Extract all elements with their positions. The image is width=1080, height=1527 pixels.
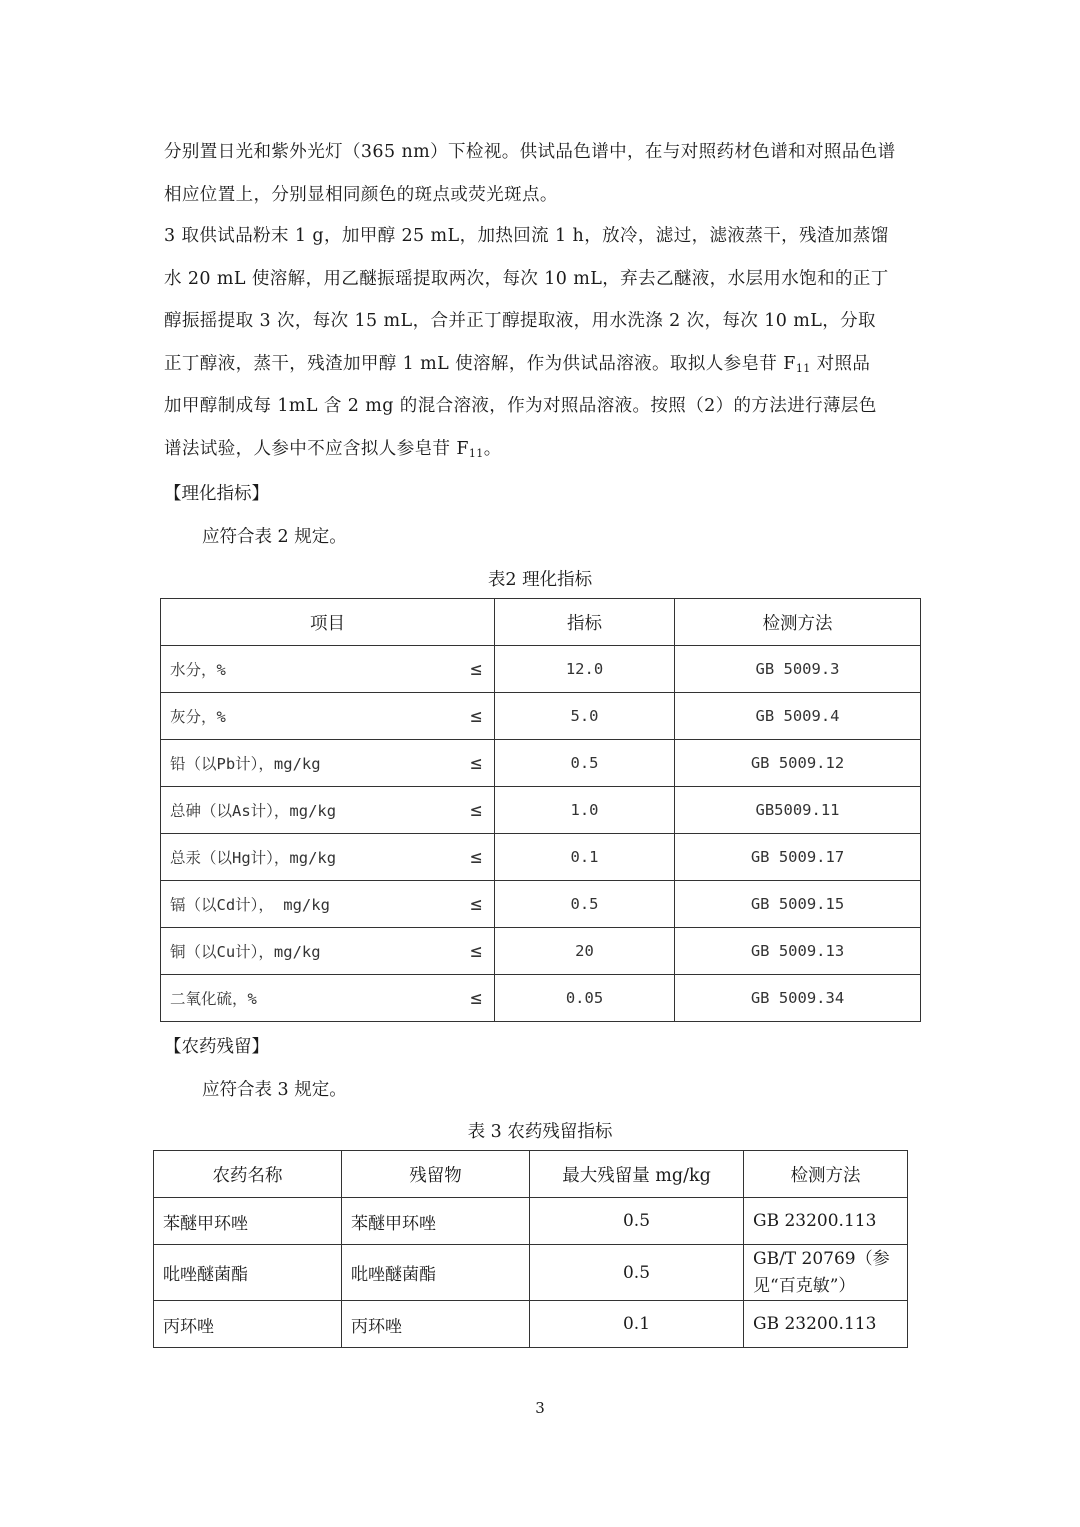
section-heading-physchem: 【理化指标】 xyxy=(164,484,269,504)
table-caption-physchem: 表2 理化指标 xyxy=(487,570,593,590)
pesticide-table xyxy=(153,1150,908,1348)
text-line xyxy=(164,428,916,471)
table-row xyxy=(154,1198,908,1245)
value-cell: 1.0 xyxy=(495,787,675,834)
subscript: 11 xyxy=(468,446,484,460)
section-heading-pesticide: 【农药残留】 xyxy=(164,1037,269,1057)
method-cell: GB 5009.34 xyxy=(675,975,921,1022)
text-segment: 。 xyxy=(483,438,502,459)
less-equal-symbol: ≤ xyxy=(470,987,482,1009)
table-row xyxy=(161,975,921,1022)
method-cell: GB 23200.113 xyxy=(744,1198,908,1245)
less-equal-symbol: ≤ xyxy=(470,705,482,727)
column-header: 残留物 xyxy=(342,1151,530,1198)
item-label: 灰分，% xyxy=(170,708,226,726)
text-line: 分别置日光和紫外光灯（365 nm）下检视。供试品色谱中，在与对照药材色谱和对照品色谱 xyxy=(164,142,896,162)
residue-cell: 苯醚甲环唑 xyxy=(342,1198,530,1245)
limit-cell: 0.5 xyxy=(530,1198,744,1245)
method-cell: GB 5009.15 xyxy=(675,881,921,928)
pesticide-name-cell: 丙环唑 xyxy=(154,1301,342,1348)
residue-cell: 丙环唑 xyxy=(342,1301,530,1348)
residue-cell: 吡唑醚菌酯 xyxy=(342,1245,530,1301)
table-row xyxy=(161,834,921,881)
item-cell xyxy=(161,928,495,975)
text-segment: 对照品 xyxy=(810,353,871,374)
text-line xyxy=(164,343,916,386)
item-label: 镉（以Cd计）， mg/kg xyxy=(170,896,330,914)
value-cell: 0.5 xyxy=(495,740,675,787)
limit-cell: 0.5 xyxy=(530,1245,744,1301)
method-cell: GB 23200.113 xyxy=(744,1301,908,1348)
method-cell: GB 5009.13 xyxy=(675,928,921,975)
table-header-row xyxy=(154,1151,908,1198)
text-line: 水 20 mL 使溶解，用乙醚振瑶提取两次，每次 10 mL，弃去乙醚液，水层用水饱和的正丁 xyxy=(164,268,889,289)
text-segment: 正丁醇液，蒸干，残渣加甲醇 1 mL 使溶解，作为供试品溶液。取拟人参皂苷 F xyxy=(164,353,796,374)
table-row xyxy=(161,740,921,787)
table-row xyxy=(161,928,921,975)
item-cell xyxy=(161,787,495,834)
table-row xyxy=(161,693,921,740)
table-row xyxy=(161,881,921,928)
limit-cell: 0.1 xyxy=(530,1301,744,1348)
value-cell: 0.5 xyxy=(495,881,675,928)
table-row xyxy=(154,1301,908,1348)
pesticide-name-cell: 吡唑醚菌酯 xyxy=(154,1245,342,1301)
table-caption-pesticide: 表 3 农药残留指标 xyxy=(467,1122,613,1142)
value-cell: 5.0 xyxy=(495,693,675,740)
value-cell: 12.0 xyxy=(495,646,675,693)
column-header: 检测方法 xyxy=(744,1151,908,1198)
less-equal-symbol: ≤ xyxy=(470,658,482,680)
text-line: 3 取供试品粉末 1 g，加甲醇 25 mL，加热回流 1 h，放冷，滤过，滤液蒸干，残渣加蒸馏 xyxy=(164,226,889,246)
value-cell: 0.05 xyxy=(495,975,675,1022)
physchem-table xyxy=(160,598,921,1022)
item-label: 二氧化硫，% xyxy=(170,990,257,1008)
text-line: 加甲醇制成每 1mL 含 2 mg 的混合溶液，作为对照品溶液。按照（2）的方法进行薄层色 xyxy=(164,396,877,416)
item-cell xyxy=(161,881,495,928)
item-cell xyxy=(161,740,495,787)
section-note-pesticide: 应符合表 3 规定。 xyxy=(202,1080,347,1100)
method-cell: GB 5009.12 xyxy=(675,740,921,787)
method-cell: GB 5009.4 xyxy=(675,693,921,740)
subscript: 11 xyxy=(795,361,811,375)
value-cell: 0.1 xyxy=(495,834,675,881)
column-header: 农药名称 xyxy=(154,1151,342,1198)
less-equal-symbol: ≤ xyxy=(470,752,482,774)
item-label: 总汞（以Hg计），mg/kg xyxy=(170,849,337,867)
item-label: 铅（以Pb计），mg/kg xyxy=(170,755,321,773)
page-number: 3 xyxy=(535,1399,545,1417)
column-header: 最大残留量 mg/kg xyxy=(530,1151,744,1198)
text-segment: 谱法试验，人参中不应含拟人参皂苷 F xyxy=(164,438,469,459)
table-row xyxy=(161,787,921,834)
item-cell xyxy=(161,834,495,881)
paragraph-method-3 xyxy=(164,215,916,470)
item-cell xyxy=(161,693,495,740)
method-cell: GB 5009.17 xyxy=(675,834,921,881)
column-header: 项目 xyxy=(161,599,495,646)
table-row xyxy=(161,646,921,693)
less-equal-symbol: ≤ xyxy=(470,893,482,915)
item-label: 水分，% xyxy=(170,661,226,679)
table-header-row xyxy=(161,599,921,646)
paragraph-tlc-detection xyxy=(164,131,916,216)
method-cell: GB5009.11 xyxy=(675,787,921,834)
item-cell xyxy=(161,646,495,693)
item-label: 总砷（以As计），mg/kg xyxy=(170,802,337,820)
less-equal-symbol: ≤ xyxy=(470,846,482,868)
pesticide-name-cell: 苯醚甲环唑 xyxy=(154,1198,342,1245)
method-cell: GB/T 20769（参见“百克敏”） xyxy=(744,1245,908,1301)
less-equal-symbol: ≤ xyxy=(470,799,482,821)
column-header: 检测方法 xyxy=(675,599,921,646)
table-row xyxy=(154,1245,908,1301)
text-line: 相应位置上，分别显相同颜色的斑点或荧光斑点。 xyxy=(164,184,558,205)
less-equal-symbol: ≤ xyxy=(470,940,482,962)
method-cell: GB 5009.3 xyxy=(675,646,921,693)
item-label: 铜（以Cu计），mg/kg xyxy=(170,943,321,961)
text-line: 醇振摇提取 3 次，每次 15 mL，合并正丁醇提取液，用水洗涤 2 次，每次 10 mL，分取 xyxy=(164,311,876,331)
section-note-physchem: 应符合表 2 规定。 xyxy=(202,527,347,547)
value-cell: 20 xyxy=(495,928,675,975)
column-header: 指标 xyxy=(495,599,675,646)
item-cell xyxy=(161,975,495,1022)
